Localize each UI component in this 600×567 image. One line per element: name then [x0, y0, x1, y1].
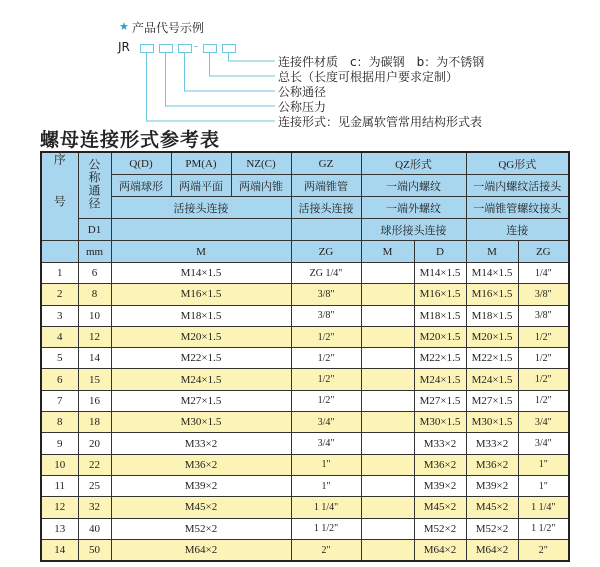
cell-qg-zg: 3/8"	[518, 284, 569, 305]
cell-no: 8	[41, 412, 78, 433]
table-row	[41, 518, 569, 539]
cell-qg-m: M27×1.5	[466, 390, 518, 411]
cell-qz-m	[361, 433, 414, 454]
code-prefix: JR	[118, 40, 130, 54]
cell-no: 4	[41, 326, 78, 347]
cell-qz-d: M22×1.5	[414, 348, 466, 369]
cell-qg-m: M52×2	[466, 518, 518, 539]
example-heading: 产品代号示例	[132, 21, 205, 35]
cell-no: 1	[41, 263, 78, 284]
header-nominal: 公称通径	[78, 152, 111, 219]
table-row	[41, 539, 569, 561]
cell-qg-zg: 1 1/2"	[518, 518, 569, 539]
cell-qg-zg: 1/2"	[518, 390, 569, 411]
header-qg-m: M	[466, 241, 518, 263]
header-pm: PM(A)	[171, 152, 231, 175]
cell-dn: 40	[78, 518, 111, 539]
cell-qz-d: M24×1.5	[414, 369, 466, 390]
cell-dn: 25	[78, 475, 111, 496]
table-row	[41, 454, 569, 475]
header-qz-m: M	[361, 241, 414, 263]
cell-zg: 1/2"	[291, 390, 361, 411]
cell-no: 14	[41, 539, 78, 561]
cell-qz-m	[361, 518, 414, 539]
cell-dn: 32	[78, 497, 111, 518]
header-qg-desc1: 一端内螺纹活接头	[466, 175, 569, 197]
cell-dn: 50	[78, 539, 111, 561]
cell-dn: 8	[78, 284, 111, 305]
cell-m: M39×2	[111, 475, 291, 496]
cell-no: 9	[41, 433, 78, 454]
cell-zg: 1"	[291, 454, 361, 475]
cell-qz-d: M30×1.5	[414, 412, 466, 433]
cell-qg-m: M18×1.5	[466, 305, 518, 326]
cell-m: M22×1.5	[111, 348, 291, 369]
cell-qz-m	[361, 454, 414, 475]
code-separator: -	[194, 39, 199, 53]
header-gz-desc: 两端锥管	[291, 175, 361, 197]
cell-qg-zg: 1"	[518, 475, 569, 496]
table-row	[41, 369, 569, 390]
table-row	[41, 326, 569, 347]
cell-no: 2	[41, 284, 78, 305]
header-m: M	[111, 241, 291, 263]
cell-zg: 1/2"	[291, 326, 361, 347]
cell-qg-zg: 3/4"	[518, 412, 569, 433]
cell-qg-zg: 1/4"	[518, 263, 569, 284]
cell-dn: 15	[78, 369, 111, 390]
header-seq: 序号	[41, 152, 78, 241]
cell-no: 6	[41, 369, 78, 390]
label-pressure: 公称压力	[278, 100, 327, 114]
cell-qg-m: M16×1.5	[466, 284, 518, 305]
header-qz-desc3: 球形接头连接	[361, 219, 466, 241]
cell-m: M24×1.5	[111, 369, 291, 390]
cell-m: M18×1.5	[111, 305, 291, 326]
header-d1: D1	[78, 219, 111, 241]
cell-zg: 3/8"	[291, 284, 361, 305]
cell-qz-d: M18×1.5	[414, 305, 466, 326]
cell-qg-zg: 1"	[518, 454, 569, 475]
header-qz-desc1: 一端内螺纹	[361, 175, 466, 197]
cell-qz-m	[361, 326, 414, 347]
cell-m: M52×2	[111, 518, 291, 539]
header-qg-zg: ZG	[518, 241, 569, 263]
cell-dn: 18	[78, 412, 111, 433]
cell-m: M20×1.5	[111, 326, 291, 347]
cell-qz-m	[361, 497, 414, 518]
cell-qz-m	[361, 390, 414, 411]
cell-qz-d: M14×1.5	[414, 263, 466, 284]
cell-qz-m	[361, 284, 414, 305]
header-zg: ZG	[291, 241, 361, 263]
cell-qg-m: M30×1.5	[466, 412, 518, 433]
cell-zg: 1/2"	[291, 369, 361, 390]
cell-no: 3	[41, 305, 78, 326]
table-row	[41, 433, 569, 454]
cell-qg-zg: 3/4"	[518, 433, 569, 454]
cell-dn: 22	[78, 454, 111, 475]
cell-m: M33×2	[111, 433, 291, 454]
star-icon: ★	[119, 20, 129, 33]
table-row	[41, 390, 569, 411]
cell-m: M36×2	[111, 454, 291, 475]
header-qg-desc2: 一端锥管螺纹接头	[466, 197, 569, 219]
cell-zg: 1 1/4"	[291, 497, 361, 518]
cell-m: M30×1.5	[111, 412, 291, 433]
header-qg-desc3: 连接	[466, 219, 569, 241]
header-seq-cont	[41, 241, 78, 263]
header-mm: mm	[78, 241, 111, 263]
header-nz-desc: 两端内锥	[231, 175, 291, 197]
cell-m: M16×1.5	[111, 284, 291, 305]
cell-qz-m	[361, 348, 414, 369]
cell-m: M64×2	[111, 539, 291, 561]
header-qz-desc2: 一端外螺纹	[361, 197, 466, 219]
cell-dn: 14	[78, 348, 111, 369]
cell-qg-m: M36×2	[466, 454, 518, 475]
cell-dn: 6	[78, 263, 111, 284]
table-row	[41, 263, 569, 284]
cell-qz-d: M16×1.5	[414, 284, 466, 305]
cell-qz-m	[361, 475, 414, 496]
cell-qg-m: M24×1.5	[466, 369, 518, 390]
header-qz: QZ形式	[361, 152, 466, 175]
cell-m: M45×2	[111, 497, 291, 518]
cell-qz-d: M45×2	[414, 497, 466, 518]
cell-qg-zg: 1/2"	[518, 369, 569, 390]
cell-qg-zg: 3/8"	[518, 305, 569, 326]
cell-zg: 1 1/2"	[291, 518, 361, 539]
table-title: 螺母连接形式参考表	[40, 129, 221, 151]
cell-qz-d: M64×2	[414, 539, 466, 561]
label-material: 连接件材质 c：为碳钢 b：为不锈钢	[278, 55, 485, 69]
header-blank	[111, 219, 291, 241]
cell-zg: 2"	[291, 539, 361, 561]
cell-qz-m	[361, 305, 414, 326]
cell-zg: 1/2"	[291, 348, 361, 369]
cell-qg-zg: 2"	[518, 539, 569, 561]
cell-qg-zg: 1/2"	[518, 326, 569, 347]
table-row	[41, 412, 569, 433]
header-qg: QG形式	[466, 152, 569, 175]
cell-qg-m: M39×2	[466, 475, 518, 496]
table-body	[41, 263, 569, 562]
cell-dn: 16	[78, 390, 111, 411]
header-blank-gz	[291, 219, 361, 241]
cell-no: 11	[41, 475, 78, 496]
header-pm-desc: 两端平面	[171, 175, 231, 197]
cell-qz-m	[361, 539, 414, 561]
cell-qz-d: M20×1.5	[414, 326, 466, 347]
table-row	[41, 497, 569, 518]
cell-zg: ZG 1/4"	[291, 263, 361, 284]
label-length: 总长（长度可根据用户要求定制）	[278, 70, 459, 84]
cell-qz-m	[361, 369, 414, 390]
cell-qg-m: M20×1.5	[466, 326, 518, 347]
cell-zg: 3/4"	[291, 412, 361, 433]
cell-m: M27×1.5	[111, 390, 291, 411]
cell-qz-m	[361, 412, 414, 433]
cell-zg: 3/8"	[291, 305, 361, 326]
nut-connection-table	[40, 151, 570, 562]
cell-dn: 12	[78, 326, 111, 347]
cell-qz-d: M27×1.5	[414, 390, 466, 411]
header-qpmnz-conn: 活接头连接	[111, 197, 291, 219]
header-q-desc: 两端球形	[111, 175, 171, 197]
cell-qz-d: M36×2	[414, 454, 466, 475]
cell-qz-d: M52×2	[414, 518, 466, 539]
header-nz: NZ(C)	[231, 152, 291, 175]
cell-no: 5	[41, 348, 78, 369]
cell-qg-m: M45×2	[466, 497, 518, 518]
cell-no: 10	[41, 454, 78, 475]
table-row	[41, 305, 569, 326]
cell-zg: 1"	[291, 475, 361, 496]
table-row	[41, 284, 569, 305]
cell-qz-d: M33×2	[414, 433, 466, 454]
header-gz: GZ	[291, 152, 361, 175]
cell-qz-m	[361, 263, 414, 284]
cell-qg-m: M33×2	[466, 433, 518, 454]
cell-no: 13	[41, 518, 78, 539]
cell-no: 12	[41, 497, 78, 518]
cell-dn: 20	[78, 433, 111, 454]
header-q: Q(D)	[111, 152, 171, 175]
cell-m: M14×1.5	[111, 263, 291, 284]
cell-zg: 3/4"	[291, 433, 361, 454]
table-row	[41, 348, 569, 369]
header-gz-conn: 活接头连接	[291, 197, 361, 219]
cell-no: 7	[41, 390, 78, 411]
table-row	[41, 475, 569, 496]
cell-qg-m: M64×2	[466, 539, 518, 561]
label-diameter: 公称通径	[278, 85, 327, 99]
cell-qg-m: M14×1.5	[466, 263, 518, 284]
cell-qg-zg: 1/2"	[518, 348, 569, 369]
cell-qz-d: M39×2	[414, 475, 466, 496]
label-connection: 连接形式：见金属软管常用结构形式表	[278, 115, 483, 129]
cell-qg-zg: 1 1/4"	[518, 497, 569, 518]
header-qz-d: D	[414, 241, 466, 263]
cell-dn: 10	[78, 305, 111, 326]
cell-qg-m: M22×1.5	[466, 348, 518, 369]
